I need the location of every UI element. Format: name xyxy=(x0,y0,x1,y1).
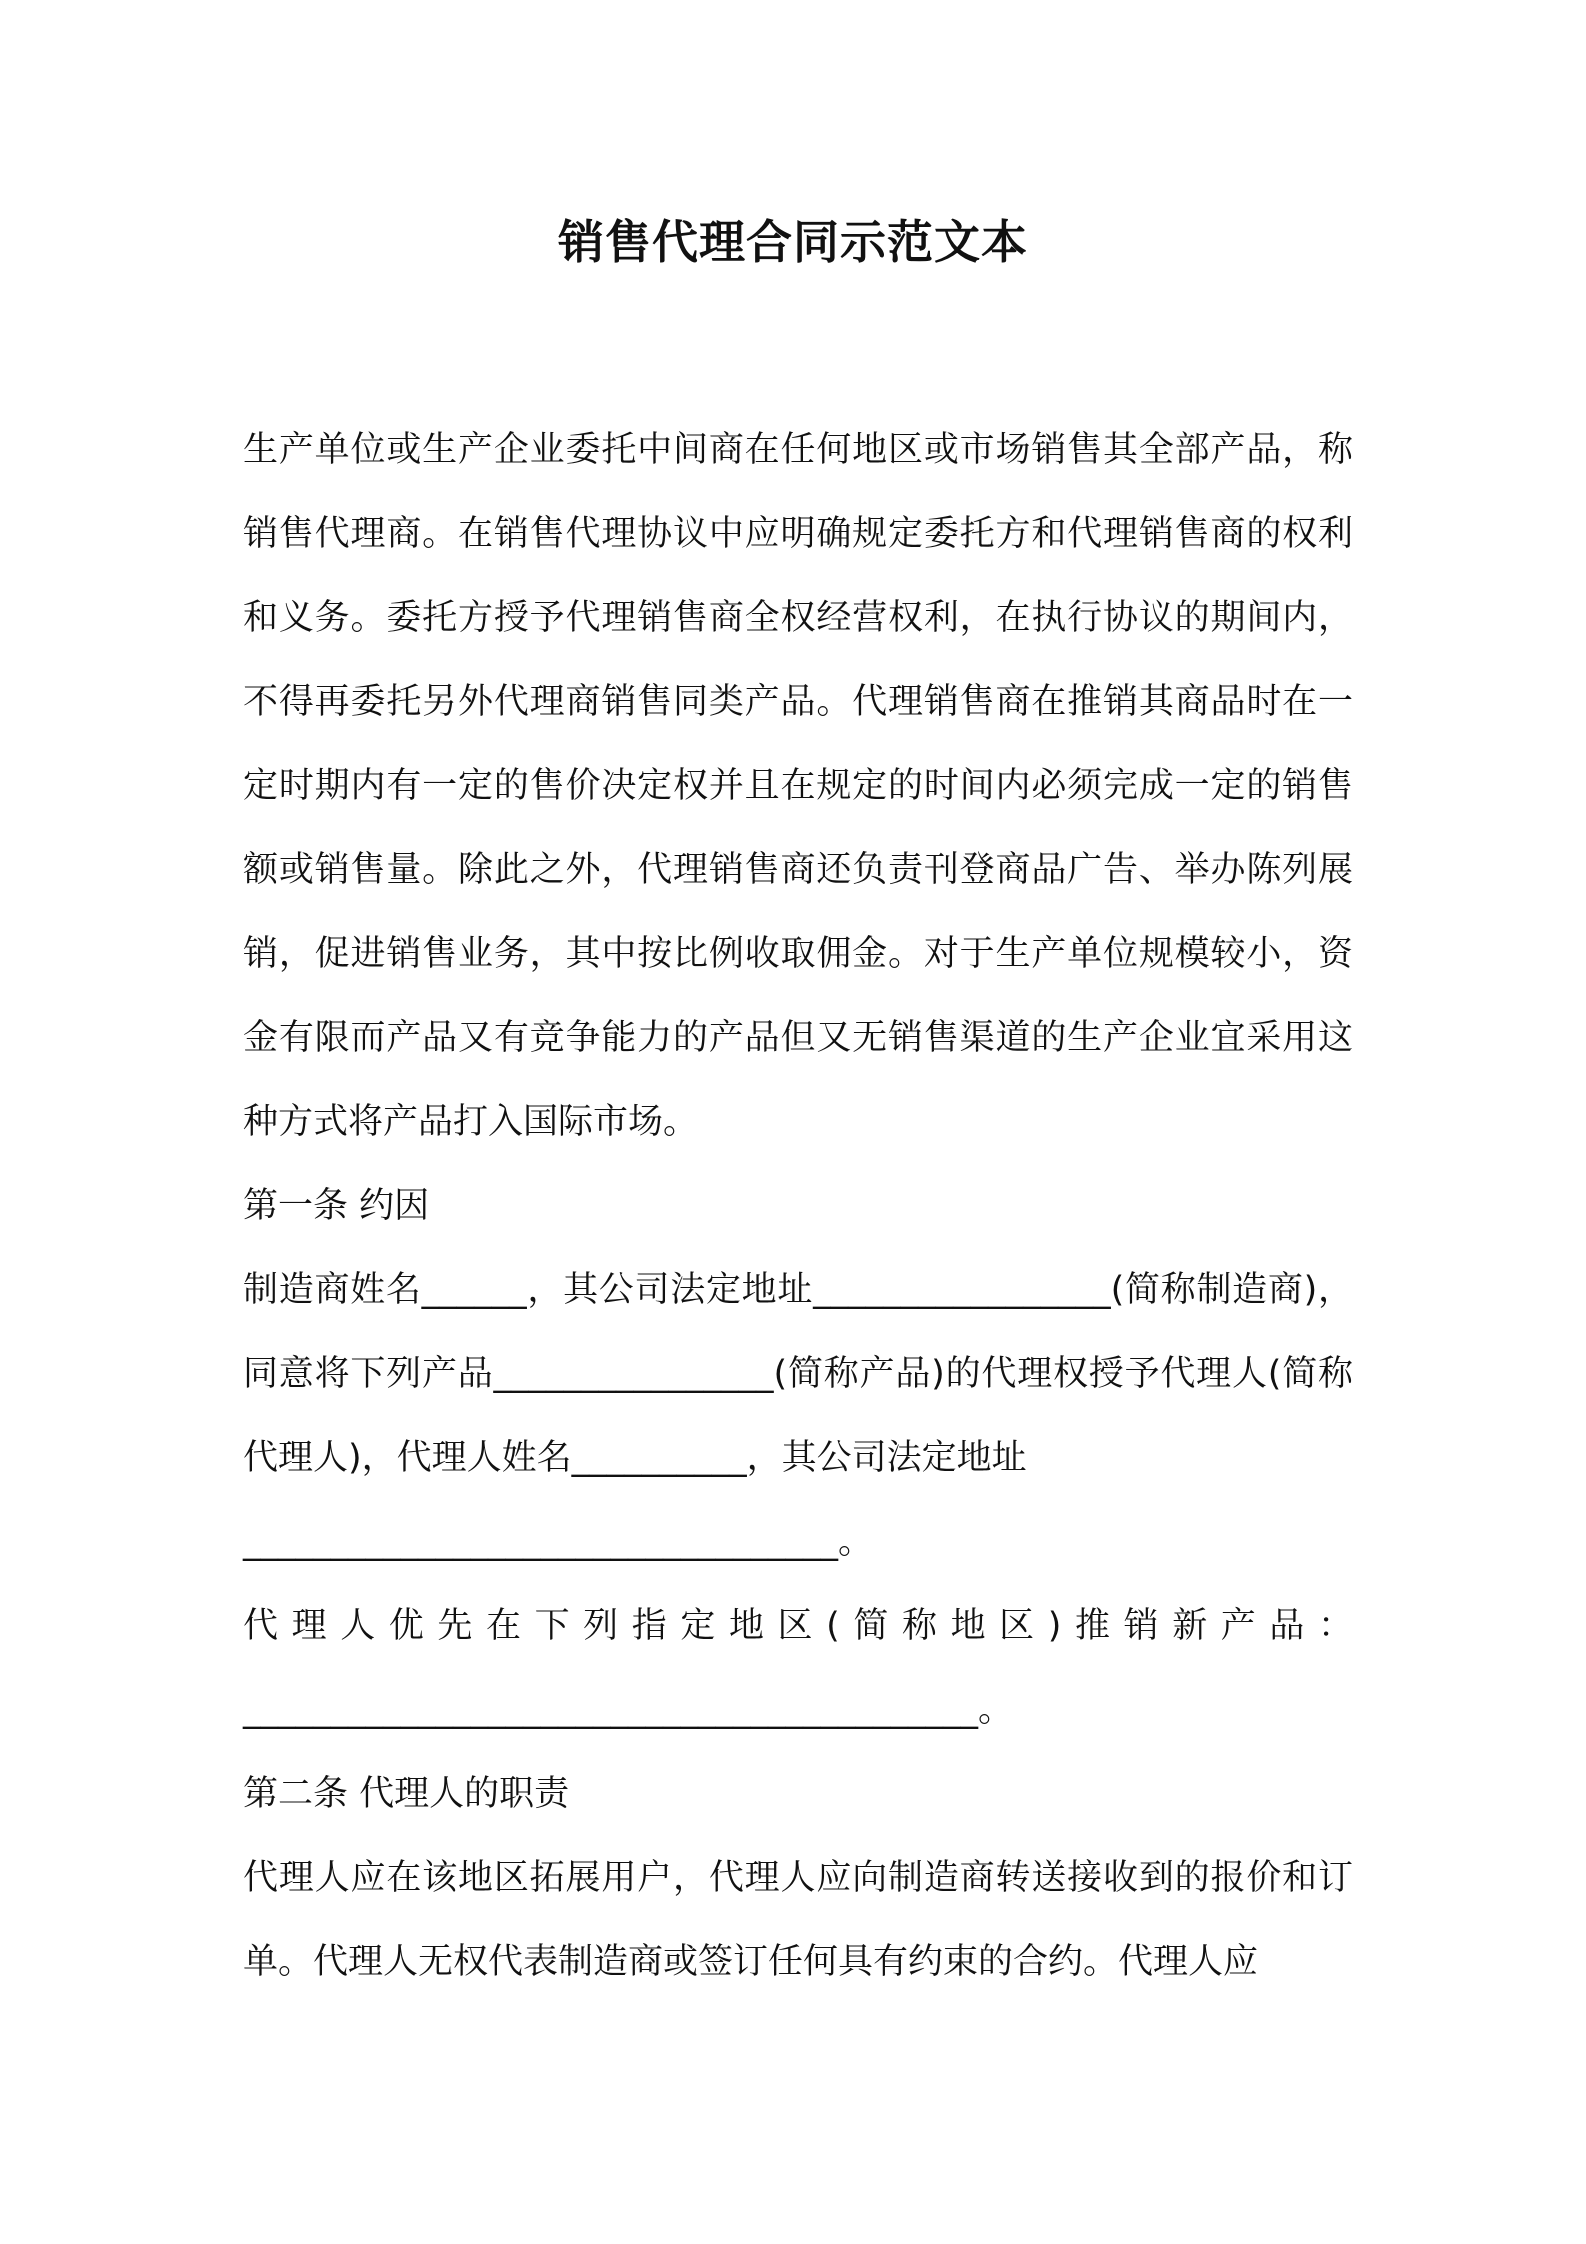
document-body xyxy=(243,408,1353,2004)
article-1-text: 制造商姓名______，其公司法定地址_________________(简称制造商)，同意将下列产品________________(简称产品)的代理权授予代理人(简称代理人)，代理人姓名__________，其公司法定地址 xyxy=(243,1270,1353,1478)
article-1-region-text: 代理人优先在下列指定地区(简称地区)推销新产品： xyxy=(243,1606,1353,1646)
article-2-heading: 第二条 代理人的职责 xyxy=(243,1774,570,1814)
document-title: 销售代理合同示范文本 xyxy=(558,215,1028,269)
article-1-blank-line: __________________________________。 xyxy=(243,1522,874,1562)
article-1-heading: 第一条 约因 xyxy=(243,1186,430,1226)
intro-paragraph: 生产单位或生产企业委托中间商在任何地区或市场销售其全部产品，称销售代理商。在销售代理协议中应明确规定委托方和代理销售商的权利和义务。委托方授予代理销售商全权经营权利，在执行协议的期间内，不得再委托另外代理商销售同类产品。代理销售商在推销其商品时在一定时期内有一定的售价决定权并且在规定的时间内必须完成一定的销售额或销售量。除此之外，代理销售商还负责刊登商品广告、举办陈列展销，促进销售业务，其中按比例收取佣金。对于生产单位规模较小，资金有限而产品又有竞争能力的产品但又无销售渠道的生产企业宜采用这种方式将产品打入国际市场。 xyxy=(243,430,1353,1142)
article-2-text: 代理人应在该地区拓展用户，代理人应向制造商转送接收到的报价和订单。代理人无权代表制造商或签订任何具有约束的合约。代理人应 xyxy=(243,1858,1353,1982)
article-1-region-blank: __________________________________________。 xyxy=(243,1690,1014,1730)
